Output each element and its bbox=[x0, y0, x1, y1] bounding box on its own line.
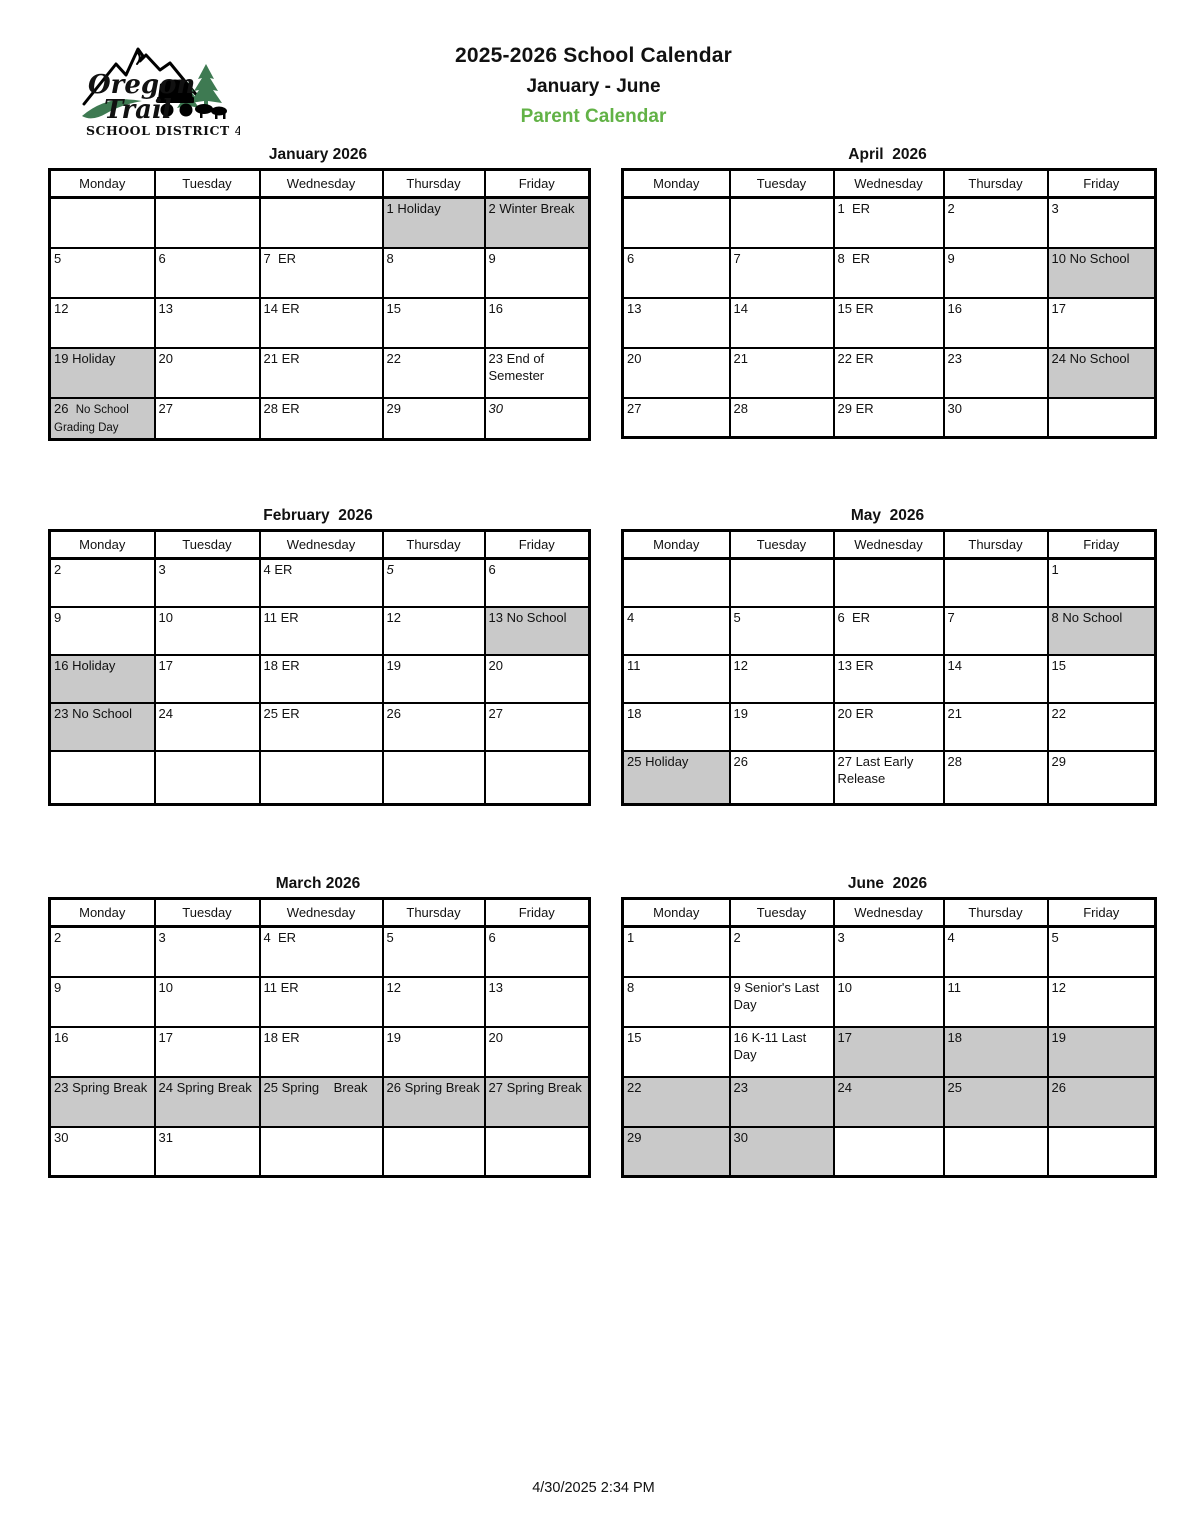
cell-january-r2c1: 5 bbox=[50, 248, 155, 298]
cell-april-r1c4: 2 bbox=[944, 198, 1048, 248]
cell-january-r4c2: 20 bbox=[155, 348, 260, 398]
day-header-friday: Friday bbox=[1048, 531, 1156, 559]
calendar-table-march bbox=[48, 897, 591, 1178]
cell-april-r1c3: 1 ER bbox=[834, 198, 944, 248]
week-row bbox=[50, 248, 590, 298]
cell-february-r2c4: 12 bbox=[383, 607, 485, 655]
cell-january-r4c5: 23 End of Semester bbox=[485, 348, 590, 398]
cell-january-r2c5: 9 bbox=[485, 248, 590, 298]
month-title-may: May 2026 bbox=[850, 507, 925, 524]
cell-june-r2c4: 11 bbox=[944, 977, 1048, 1027]
cell-june-r1c3: 3 bbox=[834, 927, 944, 977]
week-row bbox=[623, 248, 1156, 298]
cell-january-r1c1 bbox=[50, 198, 155, 248]
cell-may-r4c2: 19 bbox=[730, 703, 834, 751]
cell-march-r3c3: 18 ER bbox=[260, 1027, 383, 1077]
week-row bbox=[623, 1127, 1156, 1177]
cell-january-r5c1: 26 No School Grading Day bbox=[50, 398, 155, 440]
day-header-wednesday: Wednesday bbox=[834, 531, 944, 559]
cell-january-r4c3: 21 ER bbox=[260, 348, 383, 398]
cell-april-r3c2: 14 bbox=[730, 298, 834, 348]
month-title-april: April 2026 bbox=[848, 146, 927, 163]
week-row bbox=[50, 751, 590, 805]
cell-february-r5c2 bbox=[155, 751, 260, 805]
week-row bbox=[50, 655, 590, 703]
cell-may-r2c4: 7 bbox=[944, 607, 1048, 655]
week-row bbox=[623, 703, 1156, 751]
cell-may-r1c4 bbox=[944, 559, 1048, 607]
cell-february-r5c1 bbox=[50, 751, 155, 805]
cell-february-r4c4: 26 bbox=[383, 703, 485, 751]
cell-june-r5c5 bbox=[1048, 1127, 1156, 1177]
cell-may-r2c5: 8 No School bbox=[1048, 607, 1156, 655]
cell-may-r1c2 bbox=[730, 559, 834, 607]
cell-february-r3c2: 17 bbox=[155, 655, 260, 703]
cell-march-r1c4: 5 bbox=[383, 927, 485, 977]
cell-march-r3c4: 19 bbox=[383, 1027, 485, 1077]
cell-june-r4c1: 22 bbox=[623, 1077, 730, 1127]
cell-may-r2c2: 5 bbox=[730, 607, 834, 655]
cell-may-r2c1: 4 bbox=[623, 607, 730, 655]
cell-march-r2c4: 12 bbox=[383, 977, 485, 1027]
cell-june-r4c4: 25 bbox=[944, 1077, 1048, 1127]
cell-january-r1c3 bbox=[260, 198, 383, 248]
logo-subtitle: SCHOOL DISTRICT 46 bbox=[86, 123, 240, 138]
cell-february-r4c5: 27 bbox=[485, 703, 590, 751]
cell-june-r3c1: 15 bbox=[623, 1027, 730, 1077]
cell-june-r2c5: 12 bbox=[1048, 977, 1156, 1027]
cell-may-r5c4: 28 bbox=[944, 751, 1048, 805]
calendar-table-june bbox=[621, 897, 1157, 1178]
cell-february-r2c2: 10 bbox=[155, 607, 260, 655]
cell-january-r1c5: 2 Winter Break bbox=[485, 198, 590, 248]
cell-january-r2c3: 7 ER bbox=[260, 248, 383, 298]
cell-march-r4c1: 23 Spring Break bbox=[50, 1077, 155, 1127]
cell-may-r5c3: 27 Last Early Release bbox=[834, 751, 944, 805]
cell-april-r2c2: 7 bbox=[730, 248, 834, 298]
cell-february-r4c1: 23 No School bbox=[50, 703, 155, 751]
cell-april-r3c1: 13 bbox=[623, 298, 730, 348]
cell-march-r2c1: 9 bbox=[50, 977, 155, 1027]
calendar-grid-april bbox=[621, 168, 1154, 439]
page-subtitle: January - June bbox=[526, 76, 661, 97]
cell-february-r4c3: 25 ER bbox=[260, 703, 383, 751]
day-header-friday: Friday bbox=[485, 899, 590, 927]
day-header-wednesday: Wednesday bbox=[260, 170, 383, 198]
week-row bbox=[623, 607, 1156, 655]
cell-january-r3c5: 16 bbox=[485, 298, 590, 348]
cell-may-r1c5: 1 bbox=[1048, 559, 1156, 607]
cell-march-r1c3: 4 ER bbox=[260, 927, 383, 977]
cell-january-r5c5: 30 bbox=[485, 398, 590, 440]
cell-june-r5c1: 29 bbox=[623, 1127, 730, 1177]
day-header-thursday: Thursday bbox=[383, 899, 485, 927]
calendar-grid-january bbox=[48, 168, 588, 441]
week-row bbox=[50, 1127, 590, 1177]
cell-april-r1c5: 3 bbox=[1048, 198, 1156, 248]
logo-word-trail: Trail bbox=[104, 95, 172, 125]
cell-april-r4c4: 23 bbox=[944, 348, 1048, 398]
cell-march-r3c1: 16 bbox=[50, 1027, 155, 1077]
week-row bbox=[623, 1027, 1156, 1077]
cell-april-r3c3: 15 ER bbox=[834, 298, 944, 348]
cell-february-r1c4: 5 bbox=[383, 559, 485, 607]
cell-may-r4c3: 20 ER bbox=[834, 703, 944, 751]
calendar-audience-label: Parent Calendar bbox=[520, 106, 667, 127]
cell-june-r3c2: 16 K-11 Last Day bbox=[730, 1027, 834, 1077]
print-timestamp: 4/30/2025 2:34 PM bbox=[532, 1480, 655, 1496]
month-february bbox=[48, 507, 588, 806]
cell-june-r1c4: 4 bbox=[944, 927, 1048, 977]
day-header-monday: Monday bbox=[623, 899, 730, 927]
month-april bbox=[621, 146, 1154, 439]
cell-march-r1c1: 2 bbox=[50, 927, 155, 977]
cell-may-r4c1: 18 bbox=[623, 703, 730, 751]
cell-april-r2c4: 9 bbox=[944, 248, 1048, 298]
cell-january-r2c2: 6 bbox=[155, 248, 260, 298]
month-title-june: June 2026 bbox=[847, 875, 928, 892]
week-row bbox=[50, 298, 590, 348]
cell-april-r1c2 bbox=[730, 198, 834, 248]
month-june bbox=[621, 875, 1154, 1178]
cell-march-r4c4: 26 Spring Break bbox=[383, 1077, 485, 1127]
cell-june-r5c2: 30 bbox=[730, 1127, 834, 1177]
week-row bbox=[50, 348, 590, 398]
cell-january-r2c4: 8 bbox=[383, 248, 485, 298]
calendar-table-february bbox=[48, 529, 591, 806]
day-header-wednesday: Wednesday bbox=[834, 899, 944, 927]
week-row bbox=[50, 1077, 590, 1127]
cell-april-r2c5: 10 No School bbox=[1048, 248, 1156, 298]
cell-march-r5c1: 30 bbox=[50, 1127, 155, 1177]
week-row bbox=[623, 927, 1156, 977]
cell-april-r5c2: 28 bbox=[730, 398, 834, 438]
cell-march-r4c5: 27 Spring Break bbox=[485, 1077, 590, 1127]
day-header-thursday: Thursday bbox=[944, 899, 1048, 927]
cell-june-r4c3: 24 bbox=[834, 1077, 944, 1127]
cell-may-r5c1: 25 Holiday bbox=[623, 751, 730, 805]
week-row bbox=[623, 1077, 1156, 1127]
cell-april-r4c3: 22 ER bbox=[834, 348, 944, 398]
week-row bbox=[50, 927, 590, 977]
week-row bbox=[50, 198, 590, 248]
cell-april-r5c1: 27 bbox=[623, 398, 730, 438]
day-header-friday: Friday bbox=[1048, 170, 1156, 198]
week-row bbox=[50, 703, 590, 751]
day-header-thursday: Thursday bbox=[383, 170, 485, 198]
cell-january-r4c4: 22 bbox=[383, 348, 485, 398]
cell-february-r5c4 bbox=[383, 751, 485, 805]
cell-june-r1c1: 1 bbox=[623, 927, 730, 977]
cell-june-r3c5: 19 bbox=[1048, 1027, 1156, 1077]
day-header-monday: Monday bbox=[623, 531, 730, 559]
day-header-monday: Monday bbox=[623, 170, 730, 198]
cell-april-r5c3: 29 ER bbox=[834, 398, 944, 438]
day-header-tuesday: Tuesday bbox=[155, 531, 260, 559]
day-header-thursday: Thursday bbox=[944, 531, 1048, 559]
day-header-monday: Monday bbox=[50, 899, 155, 927]
page-title: 2025-2026 School Calendar bbox=[455, 44, 732, 67]
cell-june-r3c3: 17 bbox=[834, 1027, 944, 1077]
week-row bbox=[623, 298, 1156, 348]
cell-february-r2c5: 13 No School bbox=[485, 607, 590, 655]
day-header-wednesday: Wednesday bbox=[260, 531, 383, 559]
cell-may-r3c1: 11 bbox=[623, 655, 730, 703]
week-row bbox=[50, 559, 590, 607]
cell-april-r3c4: 16 bbox=[944, 298, 1048, 348]
cell-january-r1c4: 1 Holiday bbox=[383, 198, 485, 248]
cell-march-r5c2: 31 bbox=[155, 1127, 260, 1177]
calendar-grid-may bbox=[621, 529, 1154, 806]
cell-may-r2c3: 6 ER bbox=[834, 607, 944, 655]
calendar-table-april bbox=[621, 168, 1157, 439]
cell-february-r3c4: 19 bbox=[383, 655, 485, 703]
month-title-february: February 2026 bbox=[263, 507, 373, 524]
day-header-tuesday: Tuesday bbox=[730, 531, 834, 559]
week-row bbox=[50, 398, 590, 440]
cell-june-r5c4 bbox=[944, 1127, 1048, 1177]
cell-march-r2c5: 13 bbox=[485, 977, 590, 1027]
cell-june-r2c3: 10 bbox=[834, 977, 944, 1027]
cell-february-r3c5: 20 bbox=[485, 655, 590, 703]
cell-may-r4c5: 22 bbox=[1048, 703, 1156, 751]
day-header-friday: Friday bbox=[485, 531, 590, 559]
week-row bbox=[623, 348, 1156, 398]
cell-january-r1c2 bbox=[155, 198, 260, 248]
day-header-thursday: Thursday bbox=[383, 531, 485, 559]
day-header-tuesday: Tuesday bbox=[730, 899, 834, 927]
cell-february-r4c2: 24 bbox=[155, 703, 260, 751]
day-header-friday: Friday bbox=[1048, 899, 1156, 927]
cell-june-r5c3 bbox=[834, 1127, 944, 1177]
cell-february-r2c1: 9 bbox=[50, 607, 155, 655]
cell-april-r2c1: 6 bbox=[623, 248, 730, 298]
logo-word-oregon: Oregon bbox=[88, 70, 196, 100]
cell-june-r1c5: 5 bbox=[1048, 927, 1156, 977]
cell-april-r5c5 bbox=[1048, 398, 1156, 438]
calendar-grid-march bbox=[48, 897, 588, 1178]
cell-april-r4c2: 21 bbox=[730, 348, 834, 398]
day-header-friday: Friday bbox=[485, 170, 590, 198]
cell-june-r2c2: 9 Senior's Last Day bbox=[730, 977, 834, 1027]
cell-may-r1c3 bbox=[834, 559, 944, 607]
cell-february-r1c2: 3 bbox=[155, 559, 260, 607]
cell-february-r1c3: 4 ER bbox=[260, 559, 383, 607]
cell-may-r5c5: 29 bbox=[1048, 751, 1156, 805]
day-header-tuesday: Tuesday bbox=[730, 170, 834, 198]
cell-january-r4c1: 19 Holiday bbox=[50, 348, 155, 398]
week-row bbox=[623, 198, 1156, 248]
cell-january-r5c4: 29 bbox=[383, 398, 485, 440]
week-row bbox=[623, 751, 1156, 805]
day-header-wednesday: Wednesday bbox=[260, 899, 383, 927]
cell-january-r3c4: 15 bbox=[383, 298, 485, 348]
cell-may-r5c2: 26 bbox=[730, 751, 834, 805]
week-row bbox=[623, 559, 1156, 607]
day-header-thursday: Thursday bbox=[944, 170, 1048, 198]
cell-april-r1c1 bbox=[623, 198, 730, 248]
cell-january-r5c2: 27 bbox=[155, 398, 260, 440]
cell-april-r2c3: 8 ER bbox=[834, 248, 944, 298]
cell-may-r3c2: 12 bbox=[730, 655, 834, 703]
day-header-monday: Monday bbox=[50, 170, 155, 198]
cell-january-r5c3: 28 ER bbox=[260, 398, 383, 440]
cell-march-r1c2: 3 bbox=[155, 927, 260, 977]
cell-february-r3c3: 18 ER bbox=[260, 655, 383, 703]
week-row bbox=[50, 1027, 590, 1077]
cell-may-r3c5: 15 bbox=[1048, 655, 1156, 703]
cell-may-r3c4: 14 bbox=[944, 655, 1048, 703]
cell-january-r3c2: 13 bbox=[155, 298, 260, 348]
cell-june-r3c4: 18 bbox=[944, 1027, 1048, 1077]
cell-january-r3c1: 12 bbox=[50, 298, 155, 348]
day-header-tuesday: Tuesday bbox=[155, 899, 260, 927]
month-january bbox=[48, 146, 588, 441]
cell-february-r1c1: 2 bbox=[50, 559, 155, 607]
cell-march-r3c2: 17 bbox=[155, 1027, 260, 1077]
cell-february-r5c3 bbox=[260, 751, 383, 805]
day-header-monday: Monday bbox=[50, 531, 155, 559]
calendar-grid-february bbox=[48, 529, 588, 806]
day-header-wednesday: Wednesday bbox=[834, 170, 944, 198]
cell-may-r4c4: 21 bbox=[944, 703, 1048, 751]
footer bbox=[0, 1480, 1187, 1496]
day-header-tuesday: Tuesday bbox=[155, 170, 260, 198]
cell-march-r5c3 bbox=[260, 1127, 383, 1177]
week-row bbox=[50, 977, 590, 1027]
cell-march-r1c5: 6 bbox=[485, 927, 590, 977]
cell-april-r3c5: 17 bbox=[1048, 298, 1156, 348]
month-title-january: January 2026 bbox=[268, 146, 368, 163]
calendar-table-january bbox=[48, 168, 591, 441]
cell-march-r5c5 bbox=[485, 1127, 590, 1177]
month-march bbox=[48, 875, 588, 1178]
week-row bbox=[623, 398, 1156, 438]
cell-june-r1c2: 2 bbox=[730, 927, 834, 977]
cell-june-r2c1: 8 bbox=[623, 977, 730, 1027]
cell-march-r3c5: 20 bbox=[485, 1027, 590, 1077]
cell-june-r4c2: 23 bbox=[730, 1077, 834, 1127]
week-row bbox=[623, 977, 1156, 1027]
cell-february-r5c5 bbox=[485, 751, 590, 805]
cell-february-r2c3: 11 ER bbox=[260, 607, 383, 655]
cell-february-r3c1: 16 Holiday bbox=[50, 655, 155, 703]
cell-may-r1c1 bbox=[623, 559, 730, 607]
cell-june-r4c5: 26 bbox=[1048, 1077, 1156, 1127]
cell-march-r2c2: 10 bbox=[155, 977, 260, 1027]
calendar-table-may bbox=[621, 529, 1157, 806]
cell-may-r3c3: 13 ER bbox=[834, 655, 944, 703]
calendar-grid-june bbox=[621, 897, 1154, 1178]
cell-january-r3c3: 14 ER bbox=[260, 298, 383, 348]
week-row bbox=[50, 607, 590, 655]
cell-march-r4c3: 25 Spring Break bbox=[260, 1077, 383, 1127]
title-block bbox=[0, 44, 1187, 128]
cell-april-r4c5: 24 No School bbox=[1048, 348, 1156, 398]
month-may bbox=[621, 507, 1154, 806]
cell-march-r4c2: 24 Spring Break bbox=[155, 1077, 260, 1127]
cell-march-r5c4 bbox=[383, 1127, 485, 1177]
cell-february-r1c5: 6 bbox=[485, 559, 590, 607]
week-row bbox=[623, 655, 1156, 703]
cell-april-r5c4: 30 bbox=[944, 398, 1048, 438]
cell-march-r2c3: 11 ER bbox=[260, 977, 383, 1027]
month-title-march: March 2026 bbox=[275, 875, 361, 892]
cell-april-r4c1: 20 bbox=[623, 348, 730, 398]
